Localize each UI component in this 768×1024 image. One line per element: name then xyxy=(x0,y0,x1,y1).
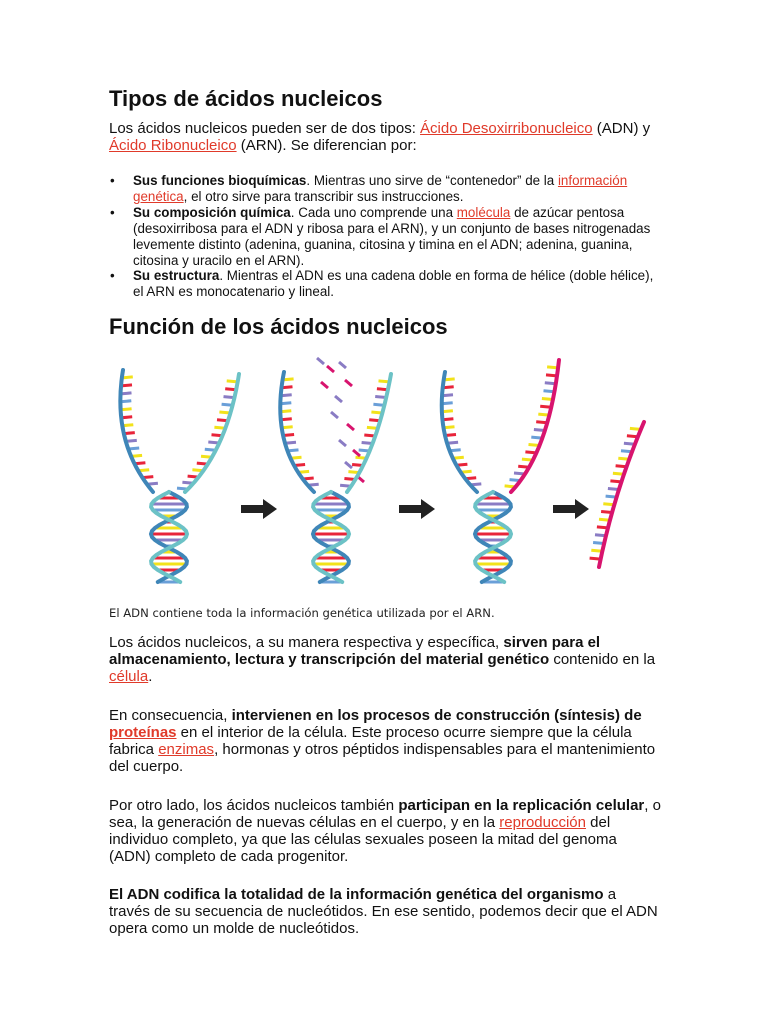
figure-caption: El ADN contiene toda la información genética utilizada por el ARN. xyxy=(109,606,495,620)
strand xyxy=(185,374,239,492)
bullet-icon: • xyxy=(110,204,115,220)
link-adn[interactable]: Ácido Desoxirribonucleico xyxy=(420,120,593,137)
link-reproduccion[interactable]: reproducción xyxy=(499,814,586,831)
link-proteinas[interactable]: proteínas xyxy=(109,724,177,741)
nucleotide xyxy=(321,382,328,388)
bullet-icon: • xyxy=(110,173,115,188)
paragraph-funcion-3: Por otro lado, los ácidos nucleicos también participan en la replicación celular, o sea, la generación de nuevas células en el cuerpo, y en la reproducción del individuo completo, ya que las células sexuales poseen la mitad del genoma (ADN) completo de cada progenitor. xyxy=(109,797,661,865)
bullet-icon: • xyxy=(110,268,115,284)
strand xyxy=(442,372,477,492)
right-arrow-icon xyxy=(241,499,277,519)
right-arm xyxy=(185,374,239,492)
paragraph-funcion-2: En consecuencia, intervienen en los procesos de construcción (síntesis) de proteínas en el interior de la célula. Este proceso ocurre siempre que la célula fabrica enzimas, hormonas y otros péptidos indispensables para el mantenimiento del cuerpo. xyxy=(109,707,656,775)
nucleotide xyxy=(345,380,352,386)
link-arn[interactable]: Ácido Ribonucleico xyxy=(109,137,237,154)
left-arm xyxy=(442,372,477,492)
nucleotide xyxy=(327,366,334,372)
differences-list xyxy=(109,173,661,300)
section-title-funcion: Función de los ácidos nucleicos xyxy=(109,314,448,339)
nucleotide xyxy=(339,362,346,368)
nucleotide xyxy=(335,396,342,402)
list-item: • Su composición química. Cada uno comprende una molécula de azúcar pentosa (desoxirribosa para el ADN y ribosa para el ARN), y un conjunto de bases nitrogenadas levemente distinto (adenina, guanina, citosina y timina en el ADN; adenina, guanina, citosina y uracilo en el ARN). xyxy=(110,204,651,268)
nucleotide xyxy=(347,424,354,430)
dna-replication-figure xyxy=(109,352,669,592)
list-item: • Su estructura. Mientras el ADN es una cadena doble en forma de hélice (doble hélice), el ARN es monocatenario y lineal. xyxy=(110,268,654,300)
right-arrow-icon xyxy=(399,499,435,519)
link-informacion-genetica[interactable]: información genética xyxy=(133,173,628,204)
paragraph-funcion-1: Los ácidos nucleicos, a su manera respectiva y específica, sirven para el almacenamiento, lectura y transcripción del material genético contenido en la célula. xyxy=(109,634,656,685)
left-arm xyxy=(120,370,153,492)
list-item: • Sus funciones bioquímicas. Mientras uno sirve de “contenedor” de la información genética, el otro sirve para transcribir sus instrucciones. xyxy=(110,173,628,204)
nucleotide xyxy=(331,412,338,418)
strand xyxy=(599,422,644,567)
link-molecula[interactable]: molécula xyxy=(456,204,511,220)
link-celula[interactable]: célula xyxy=(109,668,149,685)
link-enzimas[interactable]: enzimas xyxy=(158,741,215,758)
right-arm xyxy=(347,374,391,492)
nucleotide xyxy=(345,462,352,468)
mrna-strand-icon xyxy=(599,422,644,567)
strand xyxy=(120,370,153,492)
nucleotide xyxy=(339,440,346,446)
right-arrow-icon xyxy=(553,499,589,519)
section-title-tipos: Tipos de ácidos nucleicos xyxy=(109,86,383,111)
paragraph-funcion-4: El ADN codifica la totalidad de la información genética del organismo a través de su secuencia de nucleótidos. En ese sentido, podemos decir que el ADN opera como un molde de nucleótidos. xyxy=(109,886,658,937)
left-arm xyxy=(280,372,314,492)
intro-paragraph: Los ácidos nucleicos pueden ser de dos tipos: Ácido Desoxirribonucleico (ADN) y Ácido Ribonucleico (ARN). Se diferencian por: xyxy=(109,120,651,154)
strand xyxy=(280,372,314,492)
strand xyxy=(347,374,391,492)
nucleotide xyxy=(317,358,324,364)
